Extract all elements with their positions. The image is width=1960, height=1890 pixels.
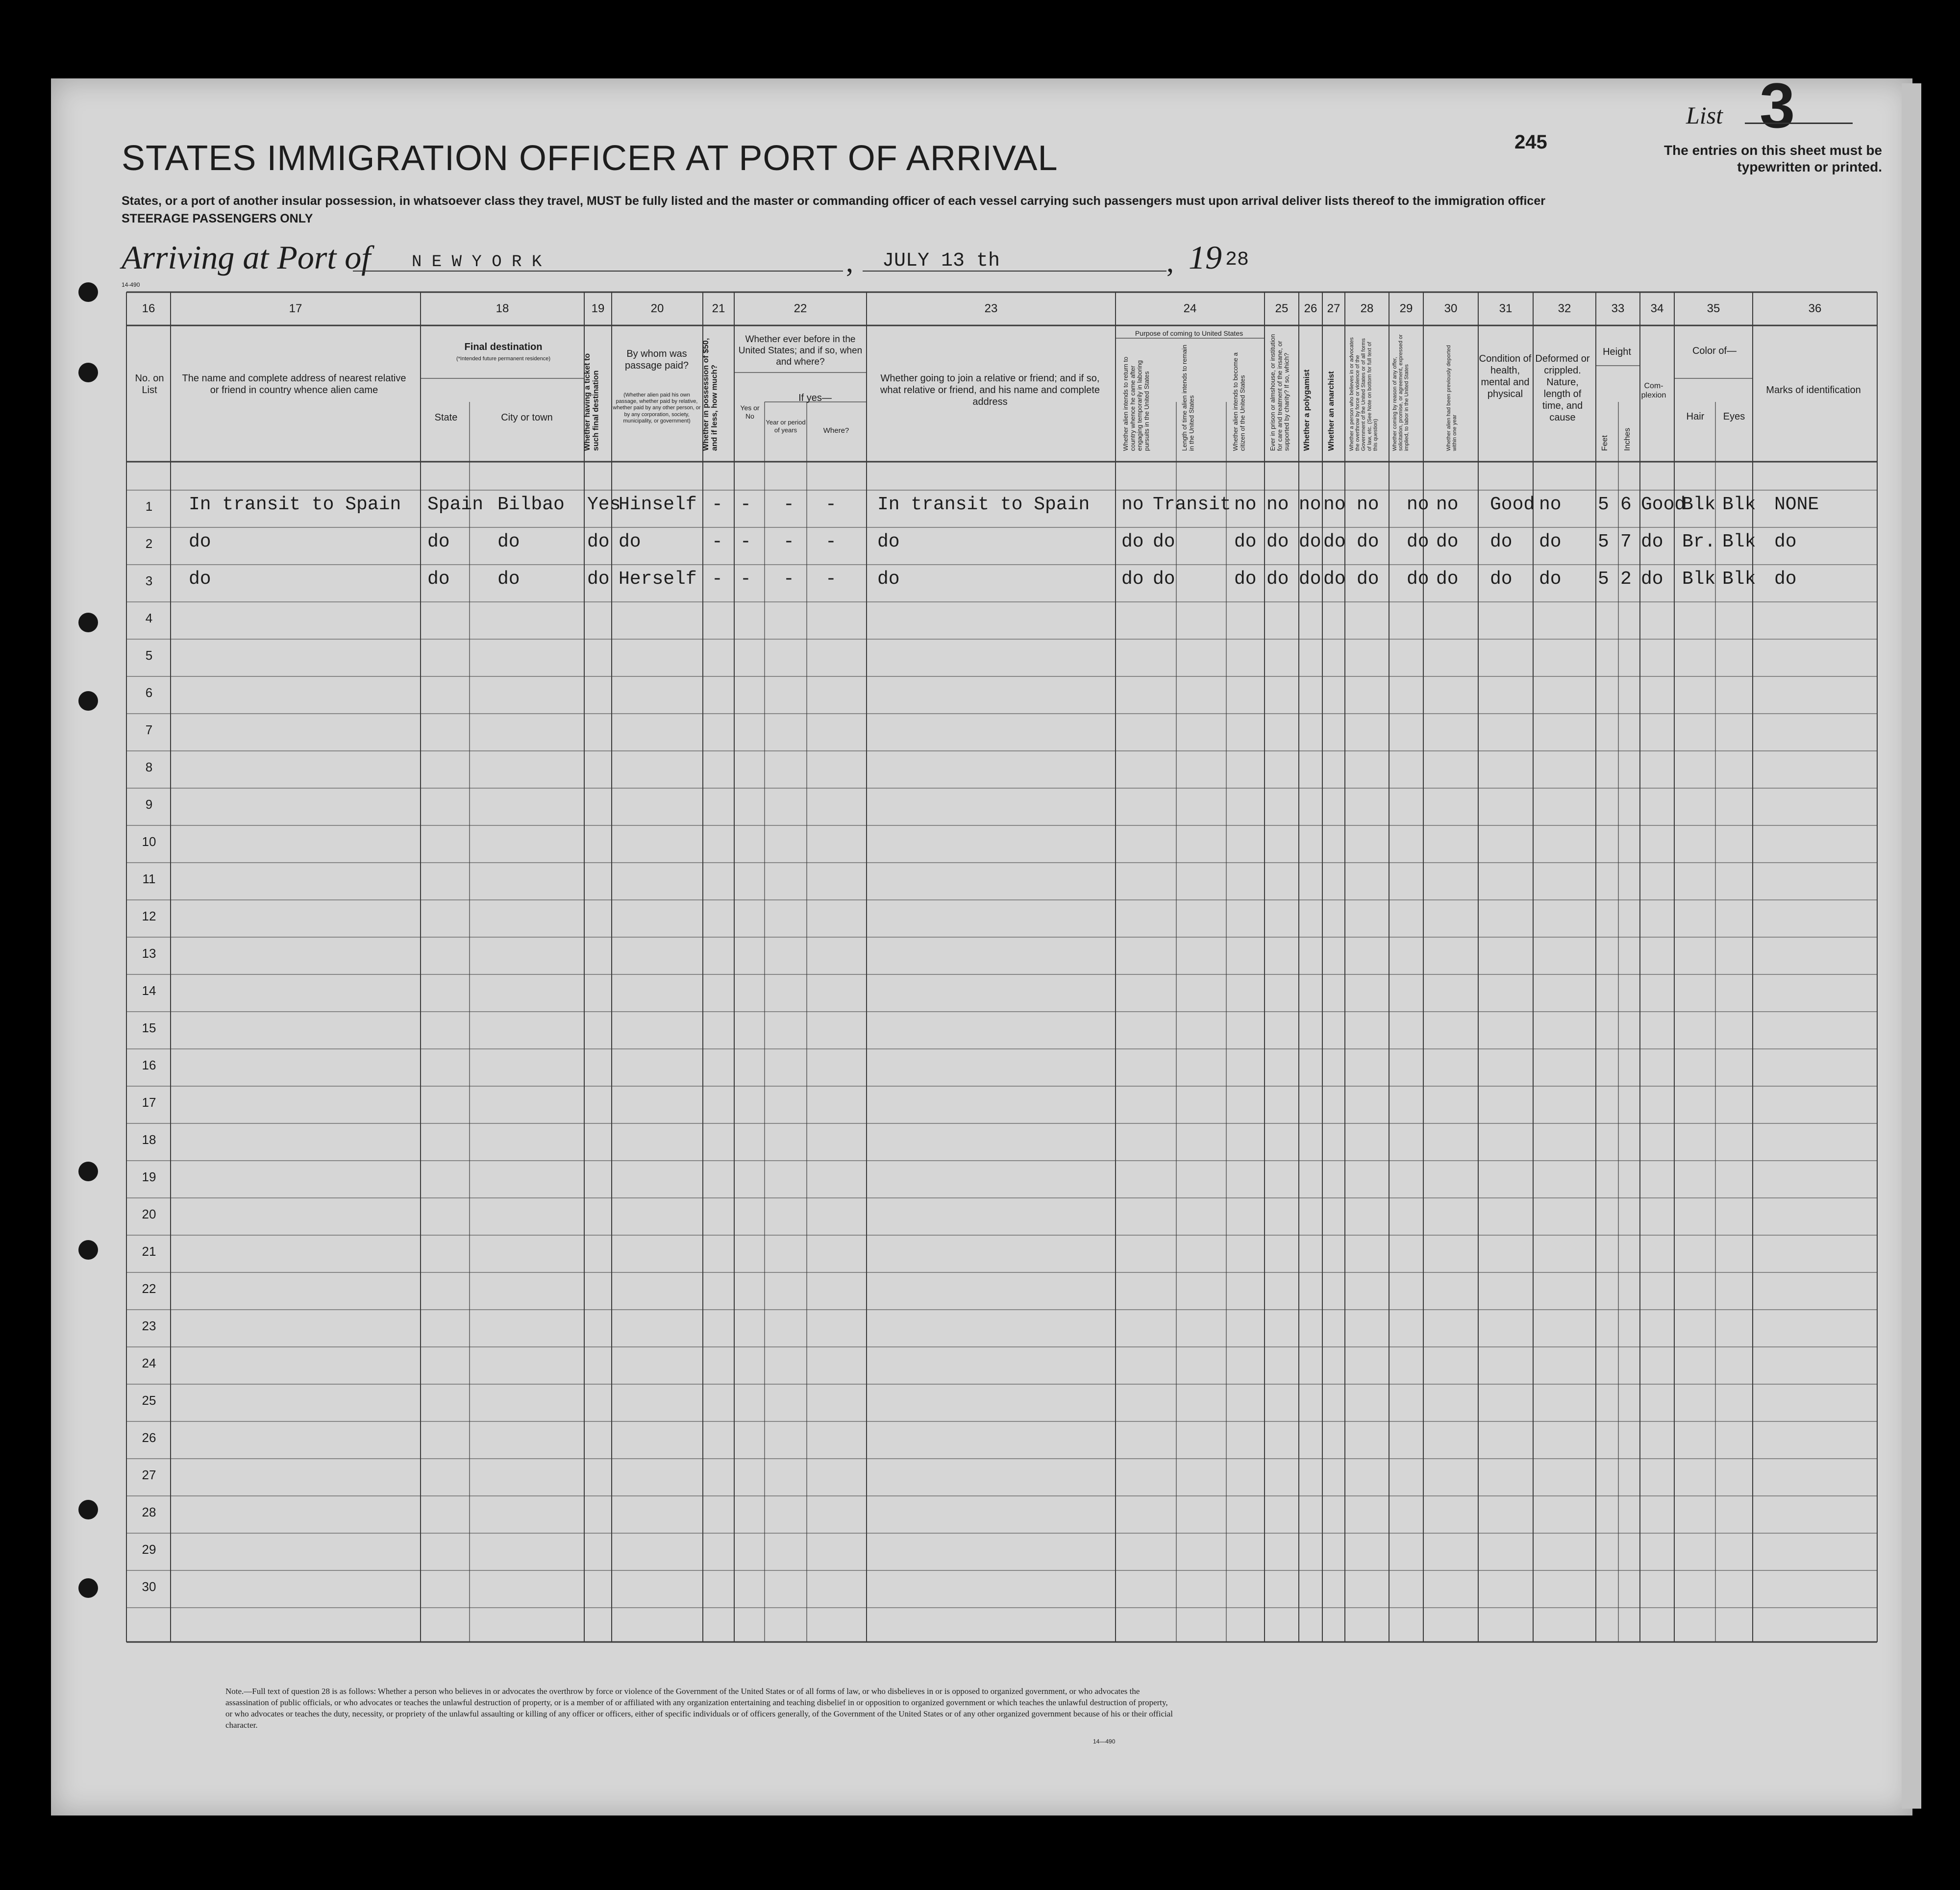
row-1-relative: In transit to Spain — [189, 494, 401, 515]
row-2-anarchist: do — [1323, 531, 1346, 552]
row-2-marks: do — [1774, 531, 1797, 552]
row-1-return: no — [1121, 494, 1144, 515]
row-2-polygamist: do — [1299, 531, 1321, 552]
column-number-32: 32 — [1558, 302, 1571, 315]
row-number: 27 — [142, 1467, 156, 1482]
row-number: 6 — [145, 685, 153, 700]
row-1-marks: NONE — [1774, 494, 1819, 515]
col-33-heading: Height — [1603, 347, 1631, 357]
column-number-29: 29 — [1399, 302, 1413, 315]
row-number: 17 — [142, 1095, 156, 1110]
row-1-ticket: Yes — [587, 494, 621, 515]
row-1-overthrow: no — [1357, 494, 1379, 515]
col-18-heading: Final destination — [464, 342, 543, 352]
row-3-labor: do — [1407, 569, 1429, 590]
row-2-labor: do — [1407, 531, 1429, 552]
row-number: 4 — [145, 611, 153, 625]
col-35-hair: Hair — [1686, 411, 1705, 422]
row-2-citizen: do — [1234, 531, 1257, 552]
col-24-heading: Purpose of coming to United States — [1135, 329, 1243, 337]
row-1-polygamist: no — [1299, 494, 1321, 515]
row-3-joining: do — [877, 569, 900, 590]
row-3-anarchist: do — [1323, 569, 1346, 590]
column-number-36: 36 — [1808, 302, 1822, 315]
row-number: 18 — [142, 1132, 156, 1147]
col-34-heading: Com-plexion — [1641, 382, 1666, 400]
col-18-sub: (*Intended future permanent residence) — [456, 356, 550, 362]
col-33-feet: Feet — [1601, 435, 1609, 451]
column-number-24: 24 — [1183, 302, 1197, 315]
col-22-heading: Whether ever before in the United States; and if so, when and where? — [738, 334, 863, 367]
page-title: STATES IMMIGRATION OFFICER AT PORT OF ARRIVAL — [122, 139, 1058, 178]
row-2-return: do — [1121, 531, 1144, 552]
row-number: 20 — [142, 1207, 156, 1221]
column-number-18: 18 — [496, 302, 509, 315]
row-number: 2 — [145, 536, 153, 551]
column-number-22: 22 — [794, 302, 807, 315]
row-number: 28 — [142, 1505, 156, 1519]
entries-note: The entries on this sheet must be typewritten or printed. — [1664, 143, 1882, 174]
column-number-20: 20 — [650, 302, 664, 315]
col-31-heading: Condition of health, mental and physical — [1479, 353, 1532, 399]
row-1-anarchist: no — [1323, 494, 1346, 515]
column-number-33: 33 — [1611, 302, 1625, 315]
col-20-sub: (Whether alien paid his own passage, whether paid by relative, whether paid by any other person, or by any corporation, society, municipality, or government) — [613, 392, 701, 424]
col-22-yesno: Yes or No — [740, 404, 760, 420]
row-number: 15 — [142, 1020, 156, 1035]
row-2-before: - — [740, 531, 751, 552]
col-33-inches: Inches — [1623, 427, 1632, 451]
column-number-23: 23 — [984, 302, 998, 315]
row-3-city: do — [497, 569, 520, 590]
list-number: 3 — [1760, 70, 1795, 141]
row-1-labor: no — [1407, 494, 1429, 515]
row-3-before: - — [740, 569, 751, 590]
row-number: 23 — [142, 1318, 156, 1333]
col-35-heading: Color of— — [1692, 346, 1737, 356]
row-number: 13 — [142, 946, 156, 961]
row-3-length: do — [1153, 569, 1175, 590]
row-1-before: - — [740, 494, 751, 515]
row-3-marks: do — [1774, 569, 1797, 590]
arriving-label: Arriving at Port of — [122, 239, 371, 276]
col-22-where: Where? — [823, 426, 849, 435]
col-24c-heading: Whether alien intends to become a citizen of the United States — [1232, 352, 1246, 451]
row-number: 1 — [145, 499, 153, 514]
row-1-hair: Blk — [1682, 494, 1716, 515]
col-24b-heading: Length of time alien intends to remain in the United States — [1181, 345, 1195, 451]
row-2-complexion: do — [1641, 531, 1663, 552]
col-26-heading: Whether a polygamist — [1303, 369, 1311, 451]
row-2-feet: 5 — [1598, 531, 1609, 552]
row-2-relative: do — [189, 531, 211, 552]
row-1-complexion: Good — [1641, 494, 1686, 515]
row-1-year: - — [783, 494, 794, 515]
row-2-ticket: do — [587, 531, 610, 552]
col-32-heading: Deformed or crippled. Nature, length of time, and cause — [1535, 353, 1590, 423]
footer-code: 14—490 — [1093, 1738, 1116, 1745]
row-2-health: do — [1490, 531, 1513, 552]
col-17-heading: The name and complete address of nearest relative or friend in country whence alien came — [182, 373, 406, 396]
column-number-21: 21 — [712, 302, 725, 315]
row-3-where: - — [825, 569, 837, 590]
column-number-35: 35 — [1707, 302, 1720, 315]
date-value: JULY 13 th — [882, 250, 1000, 272]
row-3-eyes: Blk — [1722, 569, 1756, 590]
row-3-money: - — [712, 569, 723, 590]
col-20-heading: By whom was passage paid? — [624, 348, 689, 371]
row-2-deported: do — [1436, 531, 1459, 552]
col-16-heading: No. on List — [135, 373, 164, 396]
row-3-hair: Blk — [1682, 569, 1716, 590]
row-1-eyes: Blk — [1722, 494, 1756, 515]
row-3-state: do — [427, 569, 450, 590]
row-number: 11 — [142, 871, 156, 886]
col-27-heading: Whether an anarchist — [1327, 371, 1336, 451]
column-number-28: 28 — [1360, 302, 1374, 315]
row-number: 14 — [142, 983, 156, 998]
row-1-where: - — [825, 494, 837, 515]
col-21-heading: Whether in possession of $50, and if less, how much? — [702, 338, 719, 451]
row-1-prison: no — [1266, 494, 1289, 515]
row-1-health: Good — [1490, 494, 1535, 515]
column-number-31: 31 — [1499, 302, 1513, 315]
col-18-state: State — [434, 412, 458, 423]
row-1-inches: 6 — [1620, 494, 1632, 515]
row-3-polygamist: do — [1299, 569, 1321, 590]
col-36-heading: Marks of identification — [1766, 385, 1861, 396]
column-number-26: 26 — [1304, 302, 1317, 315]
row-1-deported: no — [1436, 494, 1459, 515]
row-3-deformed: do — [1539, 569, 1562, 590]
row-number: 29 — [142, 1542, 156, 1557]
row-1-length: Transit — [1153, 494, 1231, 515]
row-number: 26 — [142, 1430, 156, 1445]
instructions-line2: STEERAGE PASSENGERS ONLY — [122, 212, 313, 225]
footer-note: Note.—Full text of question 28 is as follows: Whether a person who believes in or advocates the overthrow by force or violence of the Government of the United States or of all forms of law, or who disbelieves in or is opposed to organized government, or who advocates the assassination of public officials, or who advocates or teaches the unlawful destruction of property, or is a member of or affiliated with any organization entertaining and teaching disbelief in or opposition to organized government or which teaches the unlawful destruction of property, or who advocates or teaches the duty, necessity, or propriety of the unlawful assaulting or killing of any officer or officers, either of specific individuals or of officers generally, of the Government of the United States or of any other organized government because of his or their official character. — [225, 1687, 1173, 1730]
list-label: List — [1686, 101, 1723, 129]
row-2-eyes: Blk — [1722, 531, 1756, 552]
row-3-paid-by: Herself — [619, 569, 697, 590]
row-1-state: Spain — [427, 494, 484, 515]
row-3-feet: 5 — [1598, 569, 1609, 590]
row-1-money: - — [712, 494, 723, 515]
row-number: 30 — [142, 1579, 156, 1594]
row-3-return: do — [1121, 569, 1144, 590]
port-value: N E W Y O R K — [412, 253, 542, 272]
row-2-where: - — [825, 531, 837, 552]
col-35-eyes: Eyes — [1723, 411, 1745, 422]
row-3-overthrow: do — [1357, 569, 1379, 590]
column-number-27: 27 — [1327, 302, 1340, 315]
row-1-paid-by: Hinself — [619, 494, 697, 515]
col-30-heading: Whether alien had been previously deported within one year — [1446, 345, 1458, 451]
row-number: 16 — [142, 1058, 156, 1072]
comma: , — [1166, 246, 1174, 278]
row-1-feet: 5 — [1598, 494, 1609, 515]
row-number: 21 — [142, 1244, 156, 1259]
row-1-deformed: no — [1539, 494, 1562, 515]
row-number: 19 — [142, 1169, 156, 1184]
row-3-citizen: do — [1234, 569, 1257, 590]
row-3-year: - — [783, 569, 794, 590]
row-3-ticket: do — [587, 569, 610, 590]
column-number-25: 25 — [1275, 302, 1289, 315]
col-19-heading: Whether having a ticket to such final destination — [583, 353, 600, 451]
col-29-heading: Whether coming by reason of any offer, solicitation, promise, or agreement, expressed or implied, to labor in the United States — [1392, 334, 1410, 451]
col-23-heading: Whether going to join a relative or friend; and if so, what relative or friend, and his name and complete address — [880, 373, 1100, 407]
column-number-30: 30 — [1444, 302, 1458, 315]
row-3-health: do — [1490, 569, 1513, 590]
row-number: 8 — [145, 760, 153, 774]
row-number: 5 — [145, 648, 153, 663]
row-3-prison: do — [1266, 569, 1289, 590]
col-25-heading: Ever in prison or almshouse, or institution for care and treatment of the insane, or supported by charity? If so, which? — [1269, 334, 1290, 451]
year-prefix: 19 — [1189, 239, 1222, 276]
row-2-hair: Br. — [1682, 531, 1716, 552]
comma: , — [846, 246, 853, 278]
row-3-deported: do — [1436, 569, 1459, 590]
row-2-length: do — [1153, 531, 1175, 552]
column-number-34: 34 — [1650, 302, 1664, 315]
row-2-money: - — [712, 531, 723, 552]
row-2-year: - — [783, 531, 794, 552]
column-number-17: 17 — [289, 302, 302, 315]
row-number: 7 — [145, 722, 153, 737]
row-3-inches: 2 — [1620, 569, 1632, 590]
col-28-heading: Whether a person who believes in or advocates the overthrow by force or violence of the Government of the United States or of all forms of law, etc. (See Note on bottom for full text of this question) — [1349, 337, 1379, 451]
row-2-state: do — [427, 531, 450, 552]
instructions-line1: States, or a port of another insular possession, in whatsoever class they travel, MUST be fully listed and the master or commanding officer of each vessel carrying such passengers must upon arrival deliver lists thereof to the immigration officer — [122, 194, 1545, 208]
col-22-ifyes: If yes— — [798, 393, 832, 403]
row-1-joining: In transit to Spain — [877, 494, 1090, 515]
row-2-city: do — [497, 531, 520, 552]
row-2-paid-by: do — [619, 531, 641, 552]
row-number: 25 — [142, 1393, 156, 1408]
row-2-joining: do — [877, 531, 900, 552]
row-number: 10 — [142, 834, 156, 849]
row-number: 3 — [145, 573, 153, 588]
col-24a-heading: Whether alien intends to return to country whence he came after engaging temporarily in laboring pursuits in the United States — [1122, 356, 1150, 451]
row-2-prison: do — [1266, 531, 1289, 552]
column-number-19: 19 — [591, 302, 605, 315]
page-number: 245 — [1514, 131, 1547, 153]
column-number-16: 16 — [142, 302, 155, 315]
row-2-overthrow: do — [1357, 531, 1379, 552]
row-2-deformed: do — [1539, 531, 1562, 552]
year-suffix: 28 — [1225, 249, 1249, 271]
row-3-relative: do — [189, 569, 211, 590]
row-number: 24 — [142, 1356, 156, 1370]
row-3-complexion: do — [1641, 569, 1663, 590]
form-code: 14-490 — [122, 281, 140, 288]
row-number: 9 — [145, 797, 153, 812]
col-22-year: Year or period of years — [766, 419, 806, 434]
col-18-city: City or town — [501, 412, 553, 423]
row-1-city: Bilbao — [497, 494, 565, 515]
row-number: 12 — [142, 909, 156, 923]
row-number: 22 — [142, 1281, 156, 1296]
row-1-citizen: no — [1234, 494, 1257, 515]
row-2-inches: 7 — [1620, 531, 1632, 552]
